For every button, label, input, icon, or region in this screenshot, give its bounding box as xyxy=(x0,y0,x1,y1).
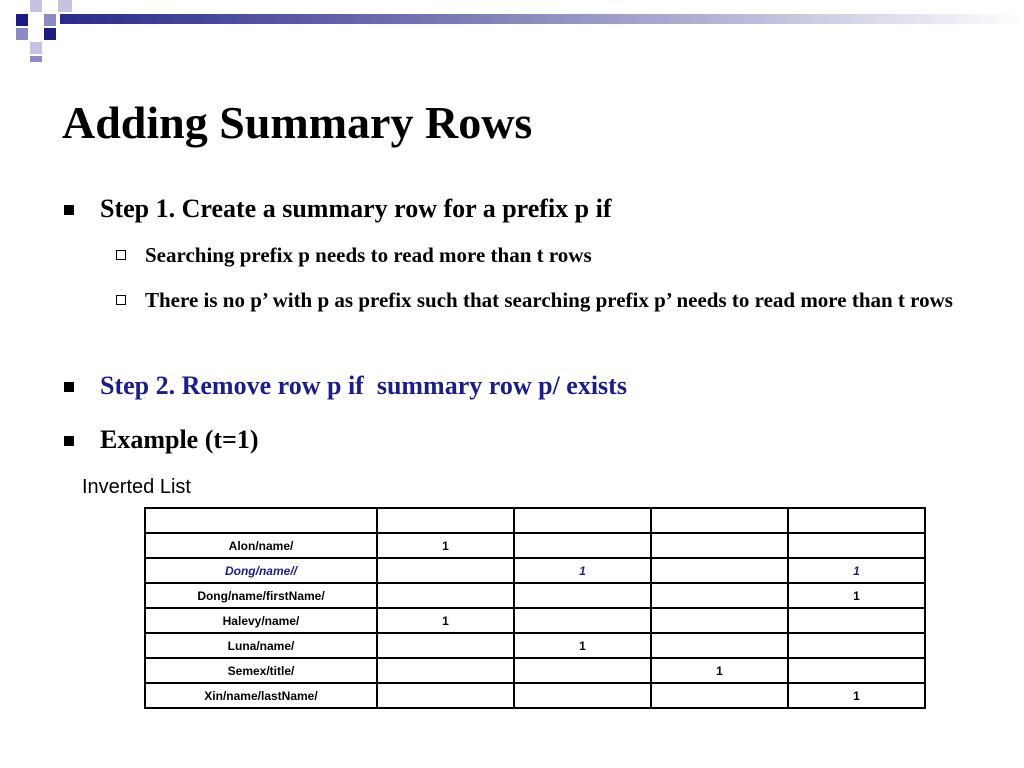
table-cell xyxy=(788,633,925,658)
table-cell-key: Dong/name// xyxy=(145,558,377,583)
table-cell xyxy=(514,683,651,708)
table-cell xyxy=(377,558,514,583)
header-square-dark-2 xyxy=(44,28,56,40)
header-band xyxy=(60,14,1024,24)
table-cell xyxy=(651,558,788,583)
table-cell xyxy=(651,583,788,608)
table-cell: 1 xyxy=(788,558,925,583)
table-caption: Inverted List xyxy=(82,476,191,498)
table-cell xyxy=(377,633,514,658)
table-cell xyxy=(788,658,925,683)
table-cell xyxy=(651,608,788,633)
table-cell xyxy=(377,583,514,608)
table-cell: 1 xyxy=(514,558,651,583)
table-cell-key: Xin/name/lastName/ xyxy=(145,683,377,708)
sub-bullet-condition-2: There is no p’ with p as prefix such that searching prefix p’ needs to read more than t rows xyxy=(145,288,953,312)
table-cell xyxy=(788,533,925,558)
table-header-cell xyxy=(651,508,788,533)
bullet-square-icon xyxy=(64,436,74,446)
header-square-mid-3 xyxy=(30,56,42,62)
header-square-light-3 xyxy=(30,42,42,54)
table-header-cell xyxy=(788,508,925,533)
bullet-step-1: Step 1. Create a summary row for a prefix p if xyxy=(100,194,612,223)
table-cell: 1 xyxy=(514,633,651,658)
table-cell xyxy=(651,633,788,658)
table-row xyxy=(145,658,925,683)
table-cell: 1 xyxy=(788,683,925,708)
bullet-example: Example (t=1) xyxy=(100,425,259,454)
table-row xyxy=(145,683,925,708)
table-cell xyxy=(651,683,788,708)
table-header-cell xyxy=(145,508,377,533)
table-row xyxy=(145,608,925,633)
header-square-mid-1 xyxy=(44,14,56,26)
sub-bullet-square-icon xyxy=(116,295,126,305)
table-cell xyxy=(377,658,514,683)
table-row xyxy=(145,533,925,558)
table-cell-key: Luna/name/ xyxy=(145,633,377,658)
table-cell xyxy=(514,658,651,683)
slide-title: Adding Summary Rows xyxy=(62,97,533,148)
table-cell-key: Halevy/name/ xyxy=(145,608,377,633)
bullet-step-2: Step 2. Remove row p if summary row p/ exists xyxy=(100,371,627,400)
bullet-square-icon xyxy=(64,382,74,392)
table-header-cell xyxy=(377,508,514,533)
table-cell: 1 xyxy=(377,608,514,633)
table-cell xyxy=(514,608,651,633)
table-cell xyxy=(514,583,651,608)
table-cell xyxy=(651,533,788,558)
table-row xyxy=(145,583,925,608)
table-cell xyxy=(377,683,514,708)
table-cell-key: Semex/title/ xyxy=(145,658,377,683)
header-square-light-1 xyxy=(30,0,42,12)
header-square-light-2 xyxy=(58,0,72,12)
header-square-mid-2 xyxy=(16,28,28,40)
table-cell: 1 xyxy=(651,658,788,683)
table-cell-key: Dong/name/firstName/ xyxy=(145,583,377,608)
inverted-list-table xyxy=(144,507,926,709)
table-row xyxy=(145,633,925,658)
table-cell-key: Alon/name/ xyxy=(145,533,377,558)
table-row-summary xyxy=(145,558,925,583)
table-header-cell xyxy=(514,508,651,533)
table-cell: 1 xyxy=(377,533,514,558)
table-cell: 1 xyxy=(788,583,925,608)
table-cell xyxy=(514,533,651,558)
sub-bullet-condition-1: Searching prefix p needs to read more than t rows xyxy=(145,243,592,267)
table-cell xyxy=(788,608,925,633)
header-square-dark-1 xyxy=(16,14,28,26)
table-header-row xyxy=(145,508,925,533)
sub-bullet-square-icon xyxy=(116,250,126,260)
bullet-square-icon xyxy=(64,205,74,215)
